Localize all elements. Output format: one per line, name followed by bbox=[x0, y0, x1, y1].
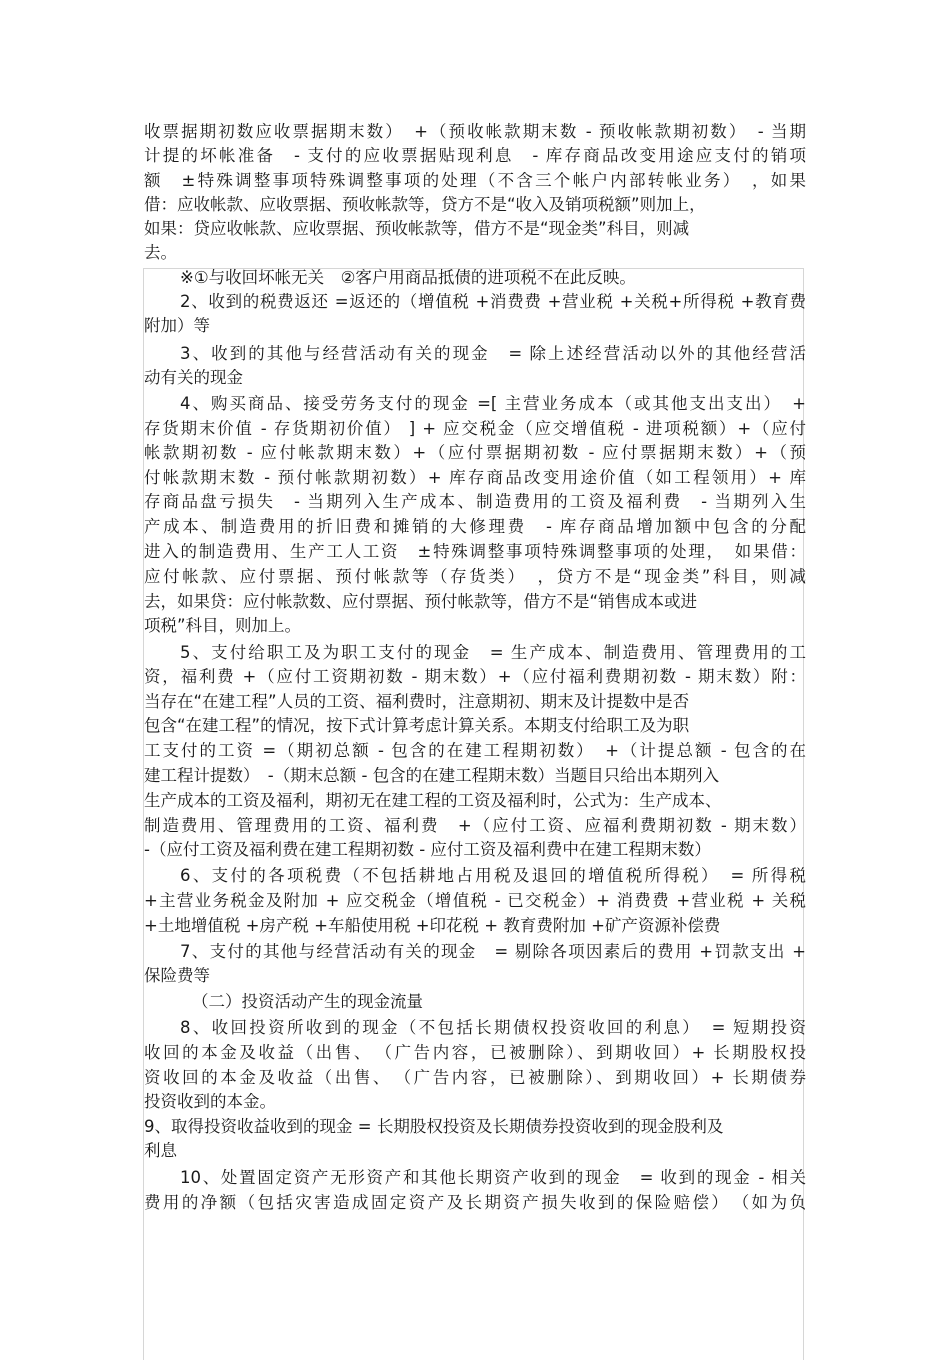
text-line: 6、支付的各项税费（不包括耕地占用税及退回的增值税所得税） = 所得税 bbox=[180, 866, 806, 885]
text-line: 计提的坏帐准备 - 支付的应收票据贴现利息 - 库存商品改变用途应支付的销项 bbox=[144, 146, 806, 165]
text-line: -（应付工资及福利费在建工程期初数 - 应付工资及福利费中在建工程期末数） bbox=[144, 840, 711, 859]
text-line: 10、处置固定资产无形资产和其他长期资产收到的现金 = 收到的现金 - 相关 bbox=[180, 1168, 806, 1187]
text-line: 付帐款期末数 - 预付帐款期初数）+ 库存商品改变用途价值（如工程领用）+ 库 bbox=[144, 468, 806, 487]
text-line: 3、收到的其他与经营活动有关的现金 = 除上述经营活动以外的其他经营活 bbox=[180, 344, 806, 363]
text-line: 生产成本的工资及福利，期初无在建工程的工资及福利时，公式为：生产成本、 bbox=[144, 791, 722, 810]
text-line: ※①与收回坏帐无关 ②客户用商品抵债的进项税不在此反映。 bbox=[180, 268, 636, 287]
text-line: 项税”科目，则加上。 bbox=[144, 616, 302, 635]
text-line: 动有关的现金 bbox=[144, 368, 243, 387]
text-line: 借：应收帐款、应收票据、预收帐款等，贷方不是“收入及销项税额”则加上， bbox=[144, 195, 706, 214]
text-line: 存货期末价值 - 存货期初价值） ] + 应交税金（应交增值税 - 进项税额）+（应付 bbox=[144, 419, 806, 438]
text-line: 2、收到的税费返还 =返还的（增值税 +消费费 +营业税 +关税+所得税 +教育费 bbox=[180, 292, 806, 311]
text-line: 附加）等 bbox=[144, 316, 210, 335]
text-line: +土地增值税 +房产税 +车船使用税 +印花税 + 教育费附加 +矿产资源补偿费 bbox=[144, 916, 721, 935]
text-line: 9、取得投资收益收到的现金 = 长期股权投资及长期债券投资收到的现金股利及 bbox=[144, 1117, 724, 1136]
text-line: 应付帐款、应付票据、预付帐款等（存货类） ，贷方不是“现金类”科目，则减 bbox=[144, 567, 806, 586]
text-line: （二）投资活动产生的现金流量 bbox=[192, 992, 423, 1011]
text-line: 保险费等 bbox=[144, 966, 210, 985]
text-line: 去，如果贷：应付帐款数、应付票据、预付帐款等，借方不是“销售成本或进 bbox=[144, 592, 698, 611]
text-line: 7、支付的其他与经营活动有关的现金 = 剔除各项因素后的费用 +罚款支出 + bbox=[180, 942, 806, 961]
text-line: 制造费用、管理费用的工资、福利费 +（应付工资、应福利费期初数 - 期末数） bbox=[144, 816, 806, 835]
text-line: 利息 bbox=[144, 1141, 177, 1160]
text-line: 去。 bbox=[144, 243, 177, 262]
text-line: 帐款期初数 - 应付帐款期末数）+（应付票据期初数 - 应付票据期末数）+（预 bbox=[144, 443, 806, 462]
text-line: 5、支付给职工及为职工支付的现金 = 生产成本、制造费用、管理费用的工 bbox=[180, 643, 806, 662]
text-line: 包含“在建工程”的情况，按下式计算考虑计算关系。本期支付给职工及为职 bbox=[144, 716, 690, 735]
text-line: 8、收回投资所收到的现金（不包括长期债权投资收回的利息） = 短期投资 bbox=[180, 1018, 806, 1037]
text-line: 存商品盘亏损失 - 当期列入生产成本、制造费用的工资及福利费 - 当期列入生 bbox=[144, 492, 806, 511]
text-line: 资收回的本金及收益（出售、 （广告内容，已被删除）、到期收回）+ 长期债券 bbox=[144, 1068, 806, 1087]
text-line: 收回的本金及收益（出售、 （广告内容，已被删除）、到期收回）+ 长期股权投 bbox=[144, 1043, 806, 1062]
text-line: 额 ±特殊调整事项特殊调整事项的处理（不含三个帐户内部转帐业务） ，如果 bbox=[144, 171, 806, 190]
text-line: 费用的净额（包括灾害造成固定资产及长期资产损失收到的保险赔偿） （如为负 bbox=[144, 1193, 806, 1212]
text-line: 工支付的工资 =（期初总额 - 包含的在建工程期初数） +（计提总额 - 包含的在 bbox=[144, 741, 806, 760]
text-line: 建工程计提数） -（期末总额 - 包含的在建工程期末数）当题目只给出本期列入 bbox=[144, 766, 720, 785]
text-line: 4、购买商品、接受劳务支付的现金 =[ 主营业务成本（或其他支出支出） + bbox=[180, 394, 806, 413]
text-line: 收票据期初数应收票据期末数） +（预收帐款期末数 - 预收帐款期初数） - 当期 bbox=[144, 122, 806, 141]
text-line: 产成本、制造费用的折旧费和摊销的大修理费 - 库存商品增加额中包含的分配 bbox=[144, 517, 806, 536]
text-line: 资，福利费 +（应付工资期初数 - 期末数）+（应付福利费期初数 - 期末数）附： bbox=[144, 667, 806, 686]
text-line: +主营业务税金及附加 + 应交税金（增值税 - 已交税金）+ 消费费 +营业税 + 关税 bbox=[144, 891, 806, 910]
text-line: 投资收到的本金。 bbox=[144, 1092, 276, 1111]
text-line: 当存在“在建工程”人员的工资、福利费时，注意期初、期末及计提数中是否 bbox=[144, 692, 690, 711]
text-line: 进入的制造费用、生产工人工资 ±特殊调整事项特殊调整事项的处理， 如果借： bbox=[144, 542, 806, 561]
text-line: 如果：贷应收帐款、应收票据、预收帐款等，借方不是“现金类”科目，则减 bbox=[144, 219, 690, 238]
